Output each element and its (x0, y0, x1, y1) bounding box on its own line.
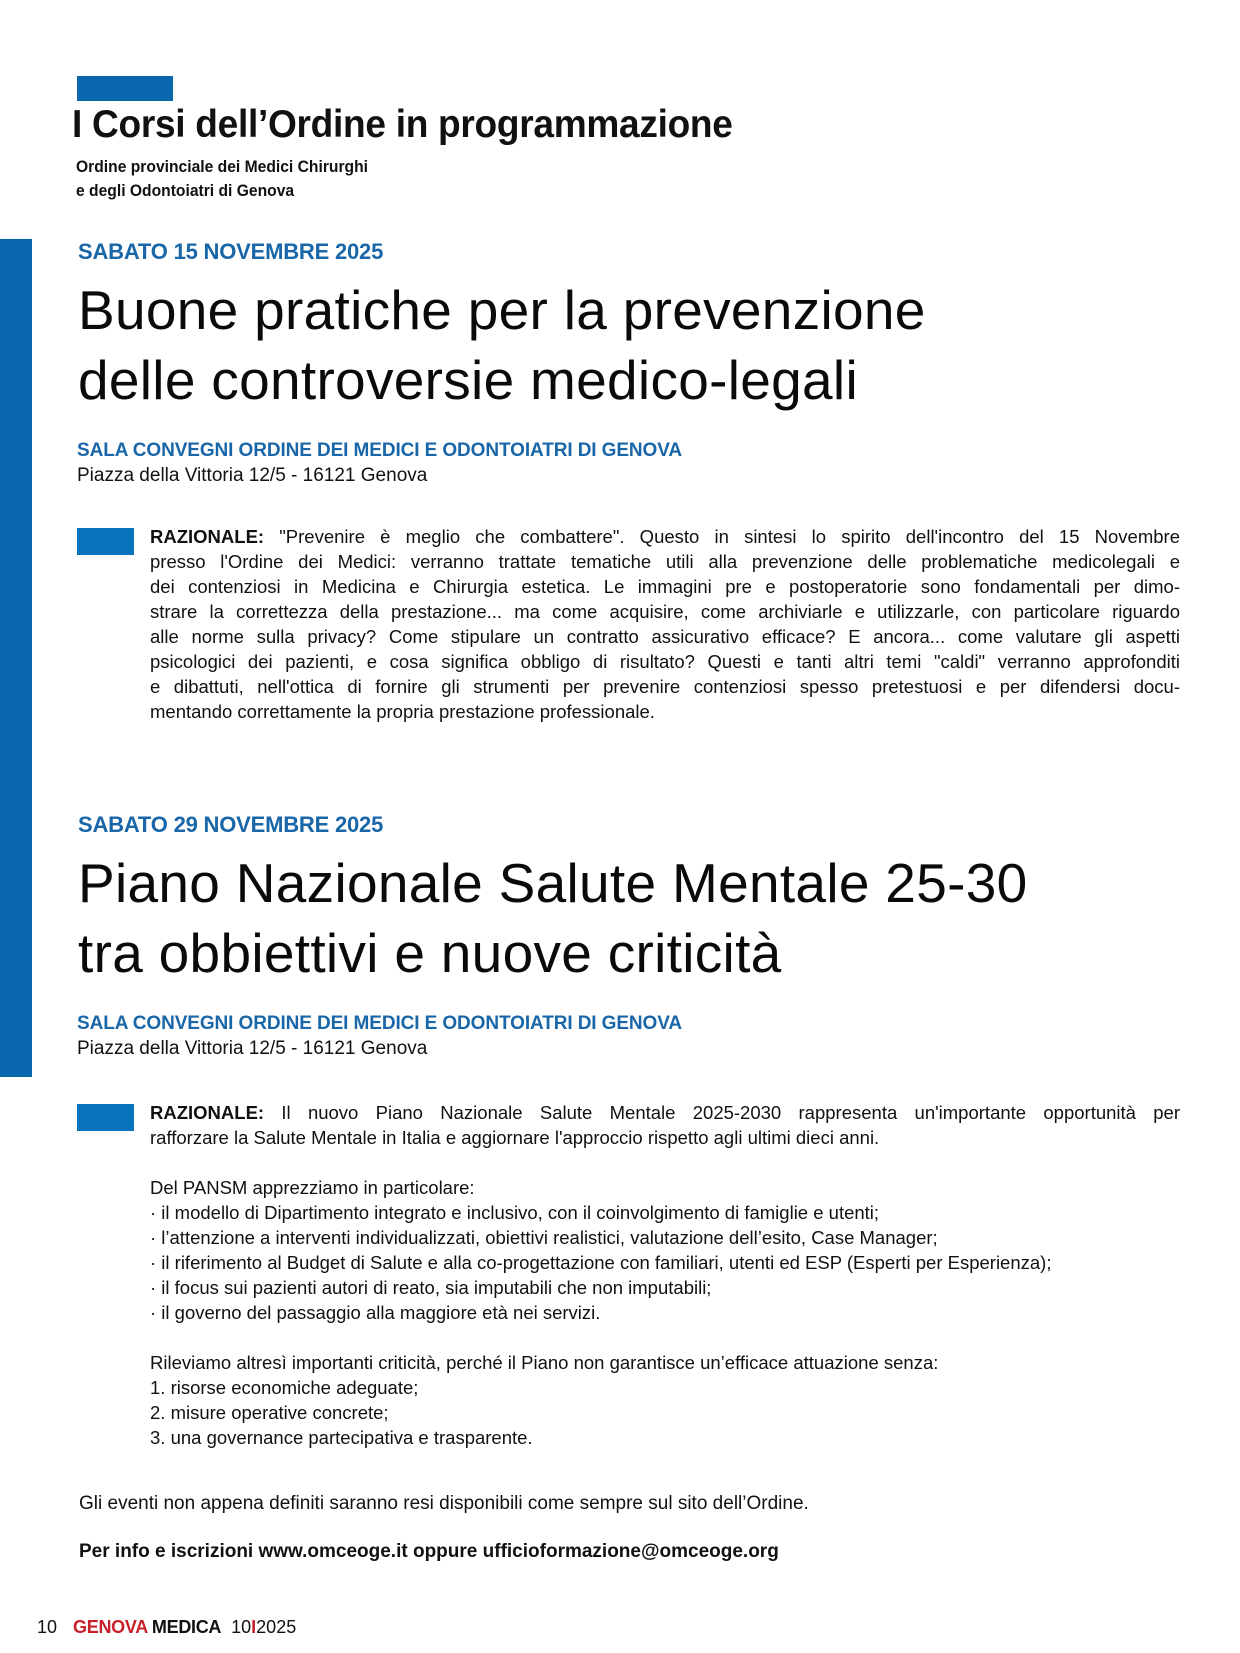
rationale-line: mentando correttamente la propria prestazione professionale. (150, 701, 655, 722)
event-rationale (150, 524, 1180, 724)
page-subtitle (76, 155, 368, 203)
criticism-item: 2. misure operative concrete; (150, 1402, 389, 1423)
event-venue: SALA CONVEGNI ORDINE DEI MEDICI E ODONTOIATRI DI GENOVA (77, 440, 683, 461)
rationale-line: dei contenziosi in Medicina e Chirurgia estetica. Le immagini pre e postoperatorie sono fondamentali per dimo- (150, 576, 1180, 597)
issue-year: 2025 (256, 1617, 297, 1637)
criticism-item: 3. una governance partecipativa e trasparente. (150, 1427, 533, 1448)
issue-month: 10 (231, 1617, 252, 1637)
appreciation-intro: Del PANSM apprezziamo in particolare: (150, 1177, 475, 1198)
rationale-line: e dibattuti, nell'ottica di fornire gli strumenti per prevenire contenziosi spesso pretestuosi e per difendersi docu- (150, 676, 1180, 697)
page-folio (37, 1617, 296, 1638)
appreciation-block (150, 1175, 1180, 1325)
event-title-line-1: Piano Nazionale Salute Mentale 25-30 (78, 852, 1028, 914)
rationale-line: rafforzare la Salute Mentale in Italia e aggiornare l'approccio rispetto agli ultimi dieci anni. (150, 1127, 880, 1148)
event-title-line-2: delle controversie medico-legali (78, 349, 858, 411)
rationale-line: presso l'Ordine dei Medici: verranno trattate tematiche utili alla prevenzione delle problematiche medicolegali e (150, 551, 1180, 572)
criticism-intro: Rileviamo altresì importanti criticità, perché il Piano non garantisce un’efficace attuazione senza: (150, 1352, 939, 1373)
page-number: 10 (37, 1617, 58, 1637)
event-title (78, 275, 926, 415)
criticism-item: 1. risorse economiche adeguate; (150, 1377, 419, 1398)
brand-medica: MEDICA (151, 1617, 222, 1637)
subtitle-line-1: Ordine provinciale dei Medici Chirurghi (76, 157, 368, 176)
rationale-line: alle norme sulla privacy? Come stipulare un contratto assicurativo efficace? E ancora... come valutare gli aspetti (150, 626, 1180, 647)
event-venue: SALA CONVEGNI ORDINE DEI MEDICI E ODONTOIATRI DI GENOVA (77, 1013, 683, 1034)
rationale-line: RAZIONALE: "Prevenire è meglio che combattere". Questo in sintesi lo spirito dell'incontro del 15 Novembre (150, 526, 1180, 547)
header-accent-bar (77, 76, 173, 101)
appreciation-item: · l’attenzione a interventi individualizzati, obiettivi realistici, valutazione dell’esito, Case Manager; (150, 1227, 938, 1248)
criticism-block (150, 1350, 1180, 1450)
rationale-marker (77, 528, 134, 555)
event-rationale (150, 1100, 1180, 1450)
brand-genova: GENOVA (73, 1617, 148, 1637)
page-title: I Corsi dell’Ordine in programmazione (72, 103, 733, 146)
event-title-line-2: tra obbiettivi e nuove criticità (78, 922, 782, 984)
contact-info[interactable]: Per info e iscrizioni www.omceoge.it oppure ufficioformazione@omceoge.org (79, 1541, 779, 1562)
footer-note: Gli eventi non appena definiti saranno resi disponibili come sempre sul sito dell’Ordine. (79, 1493, 809, 1514)
side-accent-bar (0, 239, 32, 1077)
rationale-label: RAZIONALE: (150, 1102, 265, 1123)
appreciation-item: · il modello di Dipartimento integrato e inclusivo, con il coinvolgimento di famiglie e utenti; (150, 1202, 880, 1223)
event-title-line-1: Buone pratiche per la prevenzione (78, 279, 926, 341)
rationale-line: psicologici dei pazienti, e cosa significa obbligo di risultato? Questi e tanti altri temi "caldi" verranno approfonditi (150, 651, 1180, 672)
appreciation-item: · il focus sui pazienti autori di reato, sia imputabili che non imputabili; (150, 1277, 712, 1298)
event-address: Piazza della Vittoria 12/5 - 16121 Genova (77, 1038, 428, 1059)
event-address: Piazza della Vittoria 12/5 - 16121 Genova (77, 465, 428, 486)
event-date: SABATO 29 NOVEMBRE 2025 (78, 812, 384, 837)
rationale-line: strare la correttezza della prestazione... ma come acquisire, come archiviarle e utilizzarle, con particolare riguardo (150, 601, 1180, 622)
rationale-marker (77, 1104, 134, 1131)
rationale-label: RAZIONALE: (150, 526, 265, 547)
issue-separator: I (251, 1617, 257, 1637)
event-title (78, 848, 1027, 988)
rationale-line: RAZIONALE: Il nuovo Piano Nazionale Salute Mentale 2025-2030 rappresenta un'importante opportunità per (150, 1102, 1180, 1123)
appreciation-item: · il governo del passaggio alla maggiore età nei servizi. (150, 1302, 601, 1323)
subtitle-line-2: e degli Odontoiatri di Genova (76, 181, 295, 200)
event-date: SABATO 15 NOVEMBRE 2025 (78, 239, 384, 264)
appreciation-item: · il riferimento al Budget di Salute e alla co-progettazione con familiari, utenti ed ESP (Esperti per Esperienza); (150, 1252, 1052, 1273)
